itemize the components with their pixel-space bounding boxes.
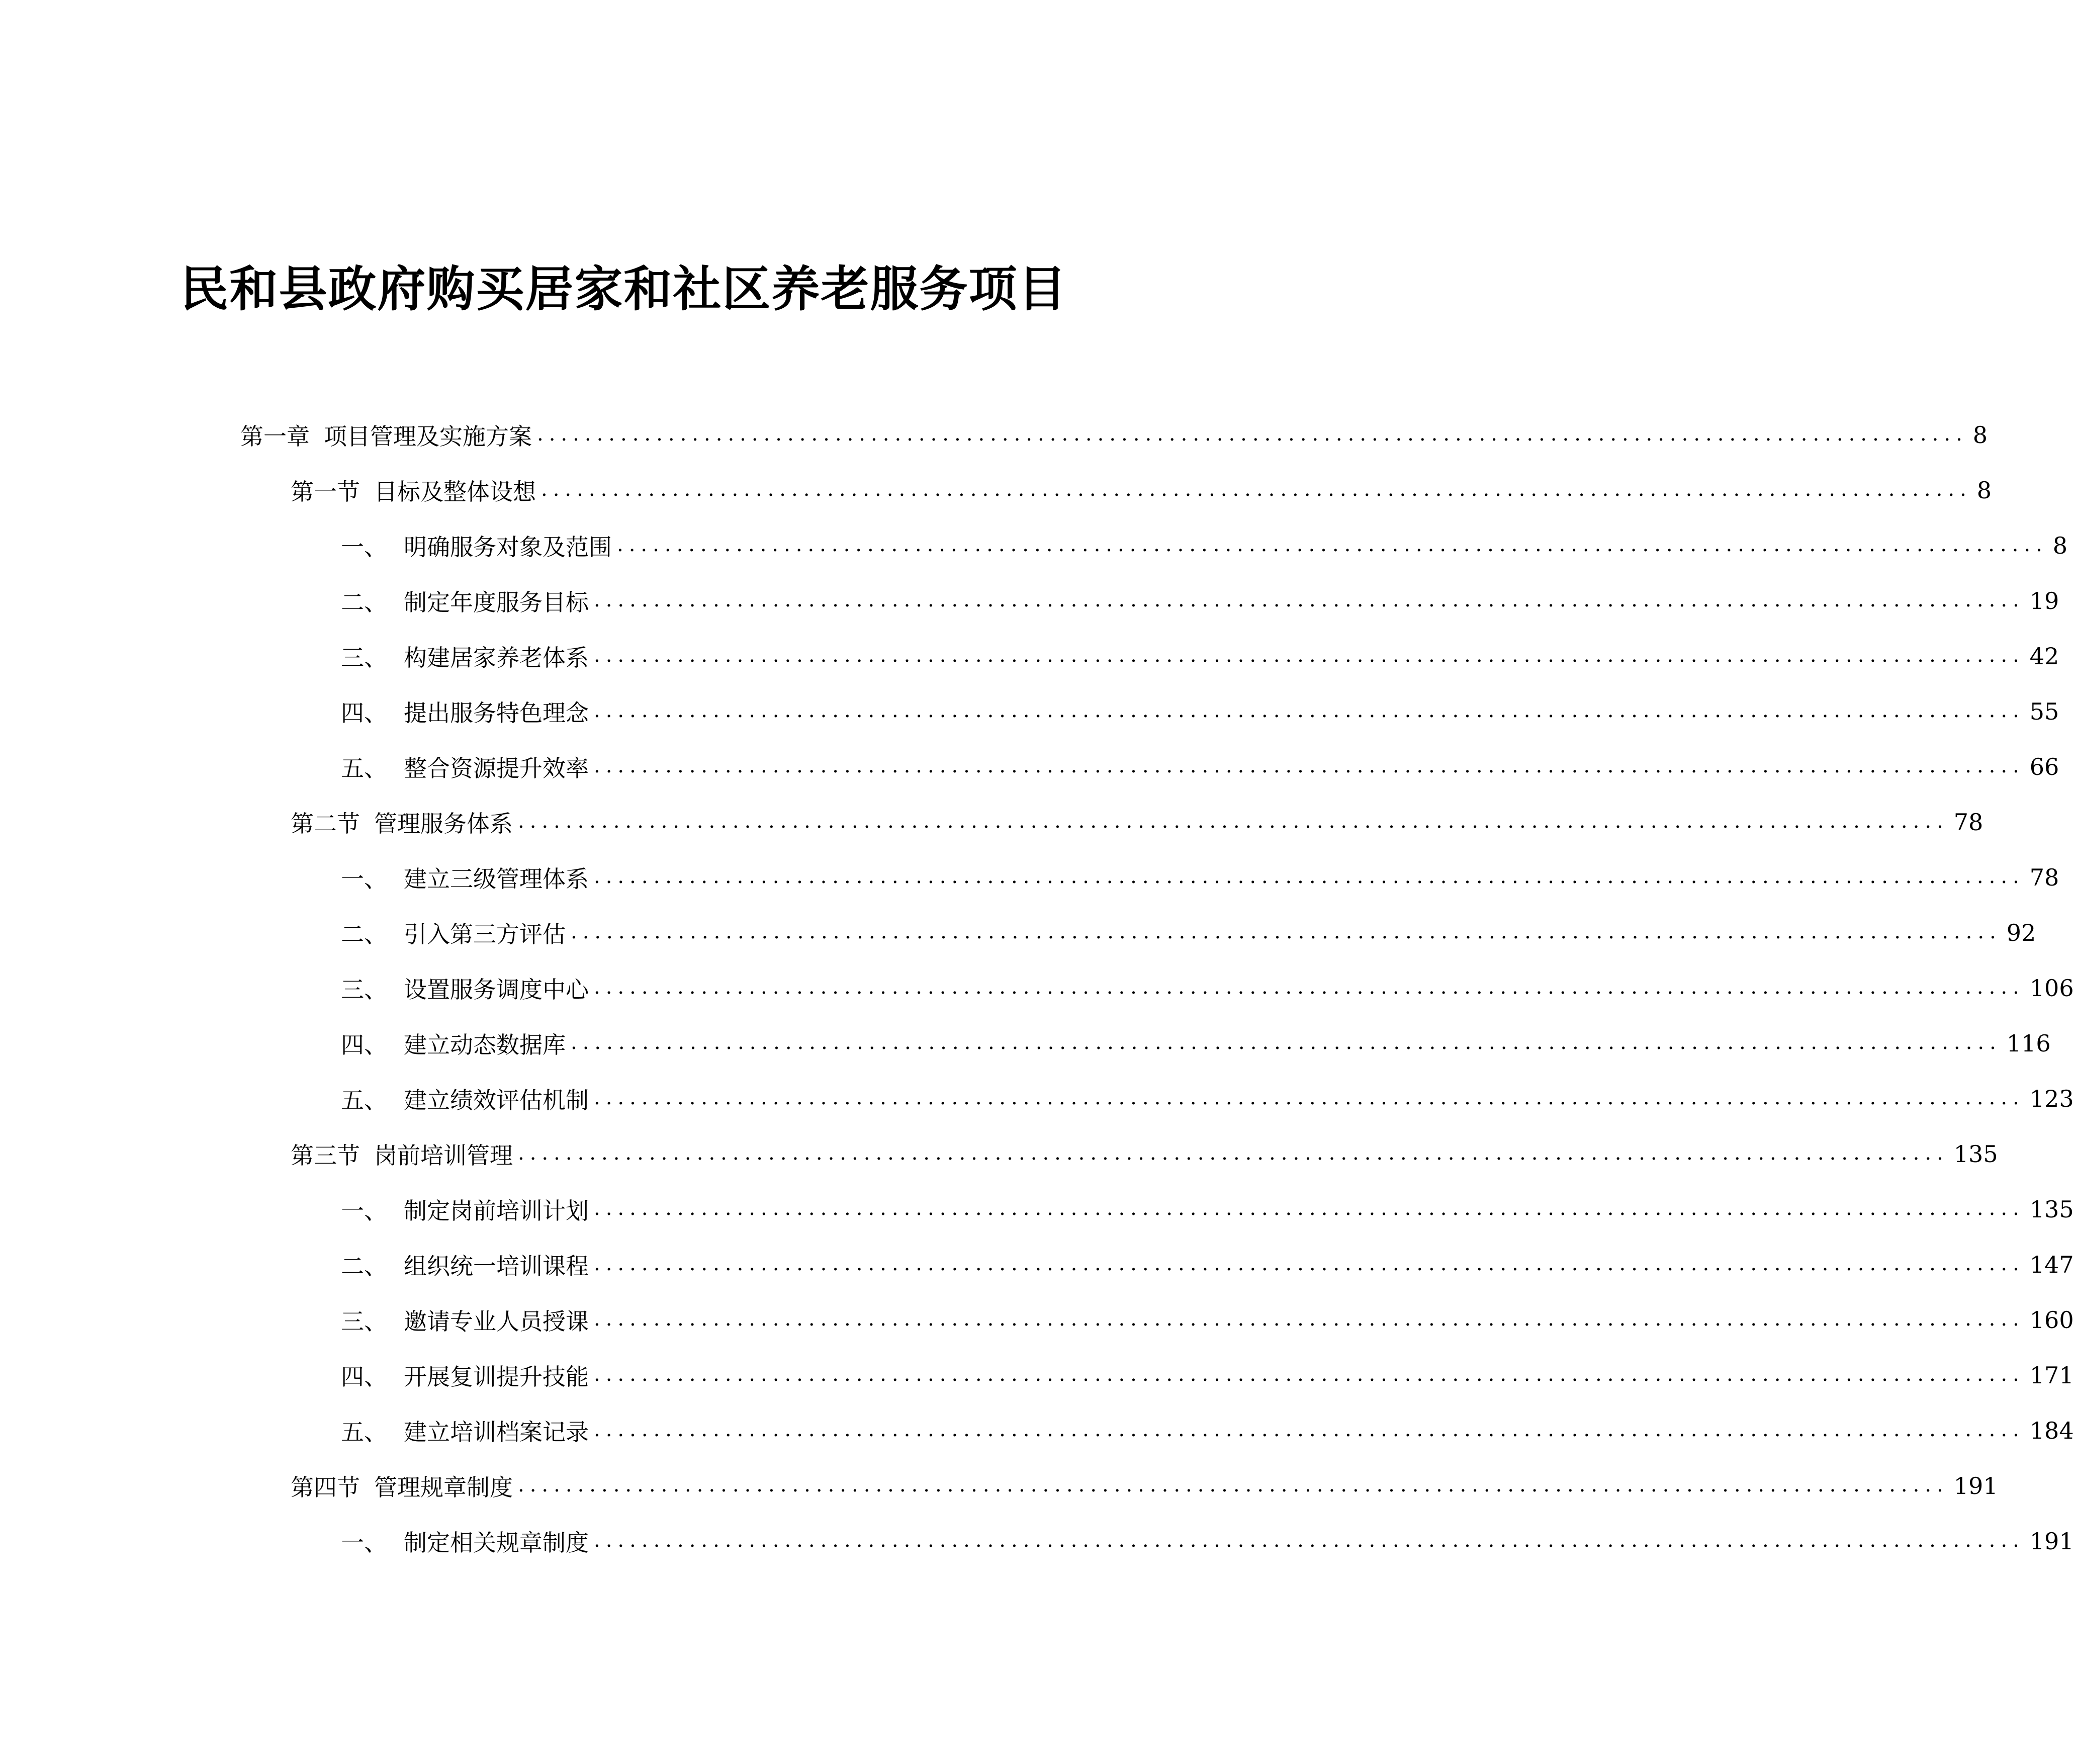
toc-entry-item[interactable] xyxy=(341,1247,2074,1282)
toc-page-number: 8 xyxy=(1972,421,1988,449)
toc-entry-item[interactable] xyxy=(341,1524,2074,1559)
toc-entry-title: 建立动态数据库 xyxy=(404,1031,566,1059)
toc-dot-leader: ........................................................................................................................ xyxy=(594,699,2025,722)
toc-entry-title: 岗前培训管理 xyxy=(374,1142,513,1169)
toc-entry-number: 一、 xyxy=(341,534,387,561)
toc-page-number: 147 xyxy=(2029,1251,2074,1278)
toc-page-number: 160 xyxy=(2029,1306,2074,1334)
toc-entry-title: 项目管理及实施方案 xyxy=(324,423,532,450)
toc-page-number: 19 xyxy=(2029,587,2059,614)
toc-dot-leader: ........................................................................................................................ xyxy=(518,810,1949,833)
toc-entry-title: 引入第三方评估 xyxy=(404,921,566,948)
toc-dot-leader: ........................................................................................................................ xyxy=(571,1031,2002,1054)
toc-entry-title: 制定年度服务目标 xyxy=(404,589,589,616)
toc-entry-item[interactable] xyxy=(341,1026,2051,1061)
toc-entry-title: 建立绩效评估机制 xyxy=(404,1087,589,1114)
toc-dot-leader: ........................................................................................................................ xyxy=(594,644,2025,667)
toc-page-number: 78 xyxy=(1953,809,1983,836)
toc-page-number: 8 xyxy=(1976,477,1992,504)
toc-page-number: 135 xyxy=(2029,1196,2074,1223)
toc-entry-number: 一、 xyxy=(341,865,387,893)
toc-dot-leader: ........................................................................................................................ xyxy=(617,533,2048,556)
toc-entry-title: 明确服务对象及范围 xyxy=(404,534,612,561)
toc-entry-number: 二、 xyxy=(341,589,387,616)
toc-page-number: 191 xyxy=(1953,1472,1998,1500)
toc-entry-item[interactable] xyxy=(341,1302,2074,1338)
toc-entry-number: 四、 xyxy=(341,1031,387,1059)
toc-page-number: 55 xyxy=(2029,698,2059,725)
toc-entry-number: 五、 xyxy=(341,755,387,782)
toc-page-number: 191 xyxy=(2029,1528,2074,1555)
toc-entry-title: 建立培训档案记录 xyxy=(404,1419,589,1446)
toc-dot-leader: ........................................................................................................................ xyxy=(594,1307,2025,1331)
toc-page-number: 42 xyxy=(2029,643,2059,670)
toc-dot-leader: ........................................................................................................................ xyxy=(594,1363,2025,1386)
toc-entry-title: 整合资源提升效率 xyxy=(404,755,589,782)
toc-entry-item[interactable] xyxy=(341,1358,2074,1393)
toc-entry-item[interactable] xyxy=(341,915,2036,950)
toc-entry-title: 目标及整体设想 xyxy=(374,478,536,505)
toc-entry-title: 开展复训提升技能 xyxy=(404,1363,589,1390)
toc-dot-leader: ........................................................................................................................ xyxy=(571,920,2002,943)
toc-page-number: 135 xyxy=(1953,1140,1998,1168)
toc-entry-title: 建立三级管理体系 xyxy=(404,865,589,893)
toc-entry-section-1-2[interactable] xyxy=(291,805,1983,840)
toc-entry-section-1-3[interactable] xyxy=(291,1136,1998,1172)
toc-entry-number: 二、 xyxy=(341,921,387,948)
toc-dot-leader: ........................................................................................................................ xyxy=(518,1473,1949,1496)
toc-dot-leader: ........................................................................................................................ xyxy=(594,865,2025,888)
toc-entry-item[interactable] xyxy=(341,860,2059,895)
toc-entry-number: 一、 xyxy=(341,1197,387,1224)
toc-dot-leader: ........................................................................................................................ xyxy=(594,588,2025,611)
toc-entry-number: 第四节 xyxy=(291,1474,360,1501)
toc-entry-title: 制定相关规章制度 xyxy=(404,1529,589,1556)
toc-entry-number: 五、 xyxy=(341,1419,387,1446)
toc-entry-item[interactable] xyxy=(341,1192,2074,1227)
toc-entry-number: 三、 xyxy=(341,1308,387,1335)
toc-entry-item[interactable] xyxy=(341,1413,2074,1448)
toc-entry-chapter-1[interactable] xyxy=(240,417,1988,453)
toc-entry-item[interactable] xyxy=(341,971,2074,1006)
toc-dot-leader: ........................................................................................................................ xyxy=(518,1141,1949,1165)
toc-dot-leader: ........................................................................................................................ xyxy=(594,1252,2025,1275)
toc-entry-section-1-1[interactable] xyxy=(291,473,1992,508)
toc-page-number: 8 xyxy=(2052,532,2068,559)
toc-dot-leader: ........................................................................................................................ xyxy=(594,1086,2025,1109)
toc-entry-title: 组织统一培训课程 xyxy=(404,1253,589,1280)
toc-entry-item[interactable] xyxy=(341,1081,2074,1116)
toc-entry-number: 第一章 xyxy=(240,423,310,450)
toc-page-number: 106 xyxy=(2029,975,2074,1002)
toc-entry-title: 邀请专业人员授课 xyxy=(404,1308,589,1335)
toc-entry-number: 一、 xyxy=(341,1529,387,1556)
toc-entry-item[interactable] xyxy=(341,749,2059,784)
toc-entry-number: 二、 xyxy=(341,1253,387,1280)
toc-entry-number: 五、 xyxy=(341,1087,387,1114)
toc-entry-number: 第一节 xyxy=(291,478,360,505)
toc-page-number: 78 xyxy=(2029,864,2059,891)
toc-entry-section-1-4[interactable] xyxy=(291,1468,1998,1504)
toc-entry-title: 构建居家养老体系 xyxy=(404,644,589,671)
toc-entry-title: 提出服务特色理念 xyxy=(404,699,589,727)
toc-entry-item[interactable] xyxy=(341,639,2059,674)
toc-page-number: 92 xyxy=(2006,919,2036,946)
toc-dot-leader: ........................................................................................................................ xyxy=(594,1418,2025,1441)
toc-page-number: 66 xyxy=(2029,753,2059,780)
toc-page-number: 123 xyxy=(2029,1085,2074,1112)
toc-page-number: 171 xyxy=(2029,1362,2074,1389)
toc-entry-number: 第三节 xyxy=(291,1142,360,1169)
toc-dot-leader: ........................................................................................................................ xyxy=(537,422,1968,446)
toc-entry-number: 四、 xyxy=(341,1363,387,1390)
toc-dot-leader: ........................................................................................................................ xyxy=(594,754,2025,777)
toc-dot-leader: ........................................................................................................................ xyxy=(594,1529,2025,1552)
toc-entry-item[interactable] xyxy=(341,583,2059,619)
toc-entry-number: 三、 xyxy=(341,976,387,1003)
toc-entry-item[interactable] xyxy=(341,528,2068,563)
toc-dot-leader: ........................................................................................................................ xyxy=(541,478,1972,501)
toc-dot-leader: ........................................................................................................................ xyxy=(594,976,2025,999)
toc-dot-leader: ........................................................................................................................ xyxy=(594,1197,2025,1220)
toc-entry-title: 设置服务调度中心 xyxy=(404,976,589,1003)
toc-entry-title: 管理规章制度 xyxy=(374,1474,513,1501)
toc-entry-number: 第二节 xyxy=(291,810,360,837)
toc-page-number: 184 xyxy=(2029,1417,2074,1444)
toc-entry-number: 三、 xyxy=(341,644,387,671)
toc-entry-number: 四、 xyxy=(341,699,387,727)
toc-entry-title: 管理服务体系 xyxy=(374,810,513,837)
toc-entry-item[interactable] xyxy=(341,694,2059,729)
toc-page-number: 116 xyxy=(2006,1030,2051,1057)
document-title: 民和县政府购买居家和社区养老服务项目 xyxy=(180,261,1067,317)
toc-entry-title: 制定岗前培训计划 xyxy=(404,1197,589,1224)
